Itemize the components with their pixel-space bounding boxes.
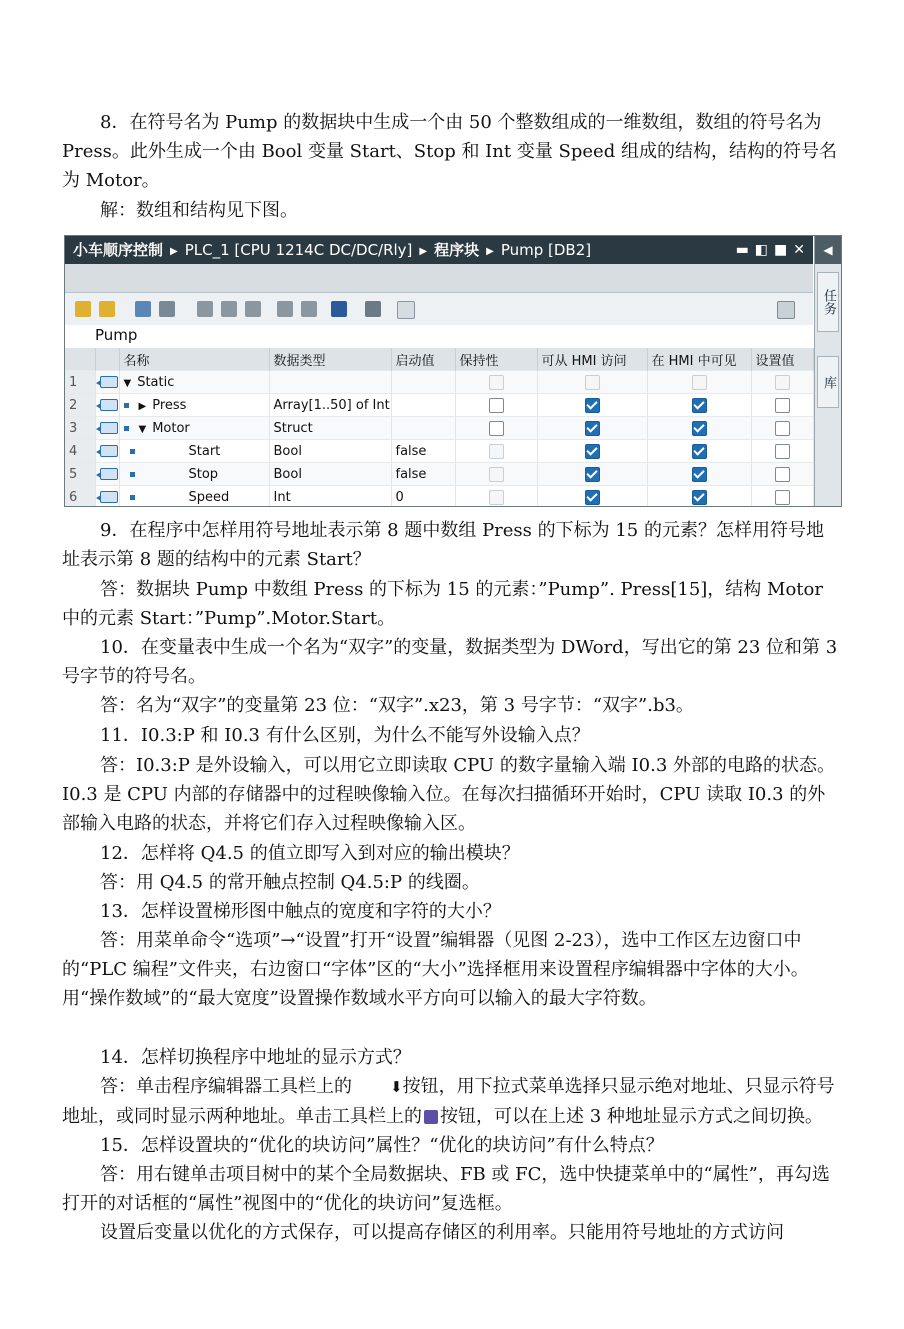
member-bullet-icon xyxy=(130,472,135,477)
col-datatype[interactable]: 数据类型 xyxy=(269,348,391,371)
col-retain[interactable]: 保持性 xyxy=(455,348,537,371)
table-row[interactable] xyxy=(65,371,813,394)
list-view-icon[interactable] xyxy=(331,301,347,317)
cell-start-value[interactable] xyxy=(391,371,455,394)
cell-start-value[interactable]: false xyxy=(391,440,455,463)
answer-8: 解：数组和结构见下图。 xyxy=(100,200,298,221)
settings-panel-icon[interactable] xyxy=(777,301,795,319)
load-snapshot-icon[interactable] xyxy=(245,301,261,317)
cell-datatype[interactable]: Int xyxy=(269,486,391,508)
table-row[interactable] xyxy=(65,463,813,486)
member-bullet-icon xyxy=(124,403,129,408)
restore-icon[interactable]: ◧ xyxy=(754,242,769,258)
cell-name[interactable]: Stop xyxy=(119,463,269,486)
table-header xyxy=(65,348,813,371)
breadcrumb-project[interactable]: 小车顺序控制 xyxy=(73,241,164,259)
load-start-values-icon[interactable] xyxy=(221,301,237,317)
hmi-visible-checkbox[interactable] xyxy=(692,421,707,436)
hmi-access-checkbox[interactable] xyxy=(585,421,600,436)
answer-12: 答：用 Q4.5 的常开触点控制 Q4.5:P 的线圈。 xyxy=(100,872,480,893)
breadcrumb xyxy=(65,236,813,264)
cell-datatype[interactable]: Bool xyxy=(269,463,391,486)
answer-13: 答：用菜单命令“选项”→“设置”打开“设置”编辑器（见图 2-23），选中工作区左边窗口中的“PLC 编程”文件夹，右边窗口“字体”区的“大小”选择框用来设置程序编辑器中字体的大小。用“操作数域”的“最大宽度”设置操作数域水平方向可以输入的最大字符数。 xyxy=(62,930,809,1009)
db-toolbar xyxy=(65,293,813,325)
setpoint-checkbox[interactable] xyxy=(775,398,790,413)
row-number: 1 xyxy=(65,371,95,394)
maximize-icon[interactable]: ■ xyxy=(774,242,788,258)
retain-checkbox[interactable] xyxy=(489,467,504,482)
setpoint-checkbox[interactable] xyxy=(775,444,790,459)
cell-datatype[interactable]: Bool xyxy=(269,440,391,463)
cell-start-value[interactable] xyxy=(391,394,455,417)
close-icon[interactable]: ✕ xyxy=(793,242,805,258)
cell-name[interactable]: ▶ Press xyxy=(119,394,269,417)
retain-checkbox[interactable] xyxy=(489,444,504,459)
add-row-icon[interactable] xyxy=(75,301,91,317)
expand-toggle-icon[interactable]: ▼ xyxy=(123,377,132,389)
copy-snapshot-icon[interactable] xyxy=(159,301,175,317)
breadcrumb-blocks[interactable]: 程序块 xyxy=(434,241,480,259)
tag-icon xyxy=(100,422,118,434)
setpoint-checkbox[interactable] xyxy=(775,421,790,436)
setpoint-checkbox[interactable] xyxy=(775,467,790,482)
col-start-value[interactable]: 启动值 xyxy=(391,348,455,371)
expand-toggle-icon[interactable]: ▶ xyxy=(138,400,147,412)
window-controls xyxy=(730,236,805,264)
hmi-visible-checkbox[interactable] xyxy=(692,398,707,413)
col-hmi-visible[interactable]: 在 HMI 中可见 xyxy=(647,348,751,371)
retain-checkbox[interactable] xyxy=(489,375,504,390)
cell-name[interactable]: Start xyxy=(119,440,269,463)
setpoint-checkbox[interactable] xyxy=(775,490,790,505)
answer-14: 答：单击程序编辑器工具栏上的 ⬇按钮，用下拉式菜单选择只显示绝对地址、只显示符号地址，或同时显示两种地址。单击工具栏上的 按钮，可以在上述 3 种地址显示方式之间切换。 xyxy=(62,1072,840,1131)
hmi-access-checkbox[interactable] xyxy=(585,490,600,505)
breadcrumb-plc[interactable]: PLC_1 [CPU 1214C DC/DC/Rly] xyxy=(184,241,413,259)
cell-start-value[interactable]: 0 xyxy=(391,486,455,508)
tag-icon xyxy=(100,445,118,457)
db-editor-screenshot xyxy=(64,235,842,507)
monitor-icon[interactable] xyxy=(197,301,213,317)
col-setpoint[interactable]: 设置值 xyxy=(751,348,813,371)
insert-row-icon[interactable] xyxy=(99,301,115,317)
tag-icon xyxy=(100,376,118,388)
hmi-visible-checkbox[interactable] xyxy=(692,375,707,390)
question-13: 13．怎样设置梯形图中触点的宽度和字符的大小？ xyxy=(100,901,501,922)
cell-name[interactable]: ▼ Motor xyxy=(119,417,269,440)
side-tab-library[interactable]: 库 xyxy=(817,356,839,408)
expand-icon[interactable] xyxy=(277,301,293,317)
table-row[interactable] xyxy=(65,394,813,417)
question-12: 12．怎样将 Q4.5 的值立即写入到对应的输出模块？ xyxy=(100,843,520,864)
chevron-right-icon: ▶ xyxy=(486,246,494,257)
question-14: 14．怎样切换程序中地址的显示方式？ xyxy=(100,1047,411,1068)
hmi-access-checkbox[interactable] xyxy=(585,375,600,390)
hmi-access-checkbox[interactable] xyxy=(585,467,600,482)
cell-name[interactable]: Speed xyxy=(119,486,269,508)
row-number: 6 xyxy=(65,486,95,508)
retain-checkbox[interactable] xyxy=(489,421,504,436)
cell-datatype[interactable]: Array[1..50] of Int xyxy=(269,394,391,417)
question-11: 11．I0.3:P 和 I0.3 有什么区别，为什么不能写外设输入点？ xyxy=(100,725,590,746)
hmi-visible-checkbox[interactable] xyxy=(692,444,707,459)
expand-toggle-icon[interactable]: ▼ xyxy=(138,423,147,435)
row-number: 4 xyxy=(65,440,95,463)
editor-header-strip xyxy=(65,264,813,293)
question-10: 10．在变量表中生成一个名为“双字”的变量，数据类型为 DWord，写出它的第 23 位和第 3 号字节的符号名。 xyxy=(62,637,838,687)
breadcrumb-db[interactable]: Pump [DB2] xyxy=(500,241,592,259)
setpoint-checkbox[interactable] xyxy=(775,375,790,390)
download-arrow-icon: ⬇ xyxy=(390,1078,403,1096)
col-name[interactable]: 名称 xyxy=(119,348,269,371)
row-number: 3 xyxy=(65,417,95,440)
minimize-icon[interactable]: ▬ xyxy=(735,242,749,258)
cell-datatype[interactable]: Struct xyxy=(269,417,391,440)
glasses-monitor-icon[interactable] xyxy=(397,301,415,319)
cell-start-value[interactable]: false xyxy=(391,463,455,486)
retain-checkbox[interactable] xyxy=(489,490,504,505)
tag-icon xyxy=(100,491,118,503)
table-row[interactable] xyxy=(65,486,813,508)
hmi-access-checkbox[interactable] xyxy=(585,444,600,459)
collapse-arrow-icon[interactable]: ◀ xyxy=(815,236,841,264)
cell-start-value[interactable] xyxy=(391,417,455,440)
tag-icon xyxy=(100,399,118,411)
properties-icon[interactable] xyxy=(365,301,381,317)
table-row[interactable] xyxy=(65,417,813,440)
answer-15-continued: 设置后变量以优化的方式保存，可以提高存储区的利用率。只能用符号地址的方式访问 xyxy=(100,1222,784,1243)
tag-icon xyxy=(100,468,118,480)
answer-9: 答：数据块 Pump 中数组 Press 的下标为 15 的元素：”Pump”. Press[15]，结构 Motor 中的元素 Start：”Pump”.Motor.Start。 xyxy=(62,579,823,629)
snapshot-icon[interactable] xyxy=(135,301,151,317)
answer-11: 答：I0.3:P 是外设输入，可以用它立即读取 CPU 的数字量输入端 I0.3 外部的电路的状态。I0.3 是 CPU 内部的存储器中的过程映像输入位。在每次扫描循环开始时，CPU 读取 I0.3 的外部输入电路的状态，并将它们存入过程映像输入区。 xyxy=(62,755,835,834)
col-hmi-access[interactable]: 可从 HMI 访问 xyxy=(537,348,647,371)
db-name: Pump xyxy=(95,326,138,344)
question-15: 15．怎样设置块的“优化的块访问”属性？“优化的块访问”有什么特点？ xyxy=(100,1135,664,1156)
hmi-access-checkbox[interactable] xyxy=(585,398,600,413)
address-toggle-icon xyxy=(424,1110,438,1124)
member-bullet-icon xyxy=(124,426,129,431)
cell-name[interactable]: ▼ Static xyxy=(119,371,269,394)
chevron-right-icon: ▶ xyxy=(419,246,428,257)
task-side-strip xyxy=(814,236,841,506)
member-bullet-icon xyxy=(130,495,135,500)
collapse-icon[interactable] xyxy=(301,301,317,317)
row-number: 5 xyxy=(65,463,95,486)
row-number: 2 xyxy=(65,394,95,417)
retain-checkbox[interactable] xyxy=(489,398,504,413)
hmi-visible-checkbox[interactable] xyxy=(692,490,707,505)
answer-15: 答：用右键单击项目树中的某个全局数据块、FB 或 FC，选中快捷菜单中的“属性”，再勾选打开的对话框的“属性”视图中的“优化的块访问”复选框。 xyxy=(62,1164,830,1214)
answer-10: 答：名为“双字”的变量第 23 位：“双字”.x23，第 3 号字节：“双字”.b3。 xyxy=(100,695,694,716)
side-tab-tasks[interactable]: 任务 xyxy=(817,272,839,332)
chevron-right-icon: ▶ xyxy=(170,246,178,257)
question-8: 8．在符号名为 Pump 的数据块中生成一个由 50 个整数组成的一维数组，数组的符号名为 Press。此外生成一个由 Bool 变量 Start、Stop 和 Int 变量 Speed 组成的结构，结构的符号名为 Motor。 xyxy=(62,112,837,191)
question-9: 9．在程序中怎样用符号地址表示第 8 题中数组 Press 的下标为 15 的元素？怎样用符号地址表示第 8 题的结构中的元素 Start？ xyxy=(62,520,824,570)
cell-datatype[interactable] xyxy=(269,371,391,394)
member-bullet-icon xyxy=(130,449,135,454)
hmi-visible-checkbox[interactable] xyxy=(692,467,707,482)
table-row[interactable] xyxy=(65,440,813,463)
db-table xyxy=(65,348,814,507)
